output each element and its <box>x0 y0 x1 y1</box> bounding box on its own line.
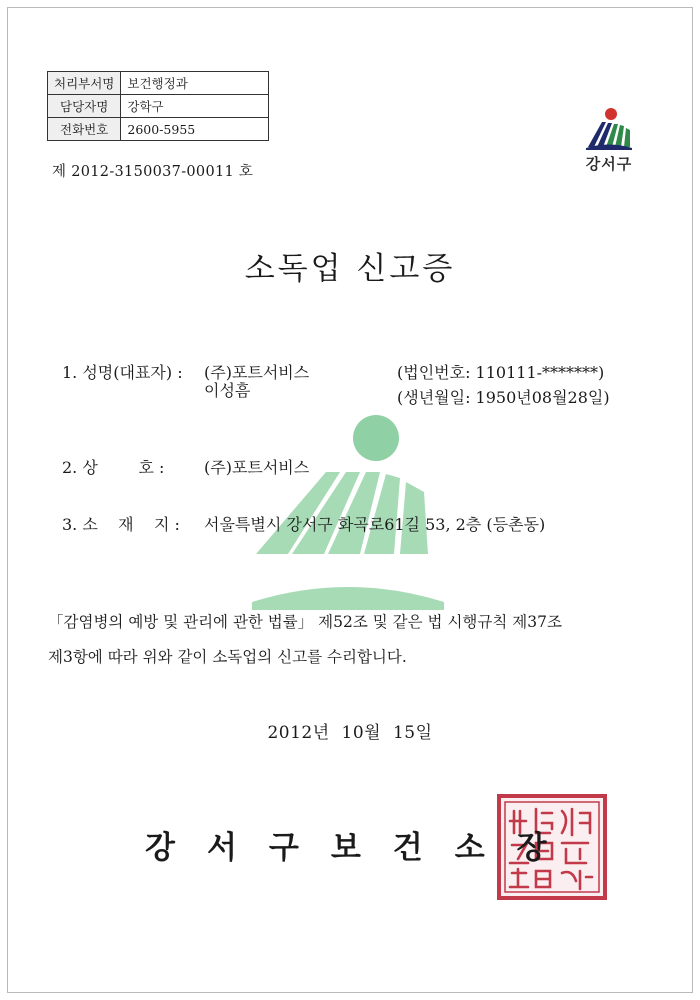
trade-label: 2. 상 호 : <box>62 458 165 477</box>
phone-label: 전화번호 <box>48 118 121 141</box>
name-label: 1. 성명(대표자) : <box>62 363 183 382</box>
location-label: 3. 소 재 지 : <box>62 515 180 534</box>
certificate-title: 소독업 신고증 <box>244 251 456 287</box>
handler-info-table <box>47 71 269 141</box>
document-number: 제 2012-3150037-00011 호 <box>52 164 254 180</box>
statement-line-2: 제3항에 따라 위와 같이 소독업의 신고를 수리합니다. <box>48 648 407 666</box>
corporate-number: (법인번호: 110111-*******) <box>397 363 605 382</box>
officer-label: 담당자명 <box>48 95 121 118</box>
statement-line-1: 「감염병의 예방 및 관리에 관한 법률」 제52조 및 같은 법 시행규칙 제37조 <box>48 613 562 631</box>
trade-name: (주)포트서비스 <box>204 458 310 477</box>
logo-text: 강서구 <box>585 155 633 173</box>
representative-name: 이성흠 <box>204 381 251 400</box>
issuer-name: 강서구보건소장 <box>145 830 579 866</box>
location-address: 서울특별시 강서구 화곡로61길 53, 2층 (등촌동) <box>204 515 546 534</box>
officer-value: 강학구 <box>121 95 269 118</box>
gangseo-gu-logo-icon <box>584 107 634 151</box>
birth-date: (생년월일: 1950년08월28일) <box>397 388 610 407</box>
dept-value: 보건행정과 <box>121 72 269 95</box>
company-name: (주)포트서비스 <box>204 363 310 382</box>
district-logo <box>578 107 640 174</box>
dept-label: 처리부서명 <box>48 72 121 95</box>
table-row <box>48 118 269 141</box>
issue-date: 2012년 10월 15일 <box>267 723 433 743</box>
table-row <box>48 95 269 118</box>
table-row <box>48 72 269 95</box>
phone-value: 2600-5955 <box>121 118 269 141</box>
